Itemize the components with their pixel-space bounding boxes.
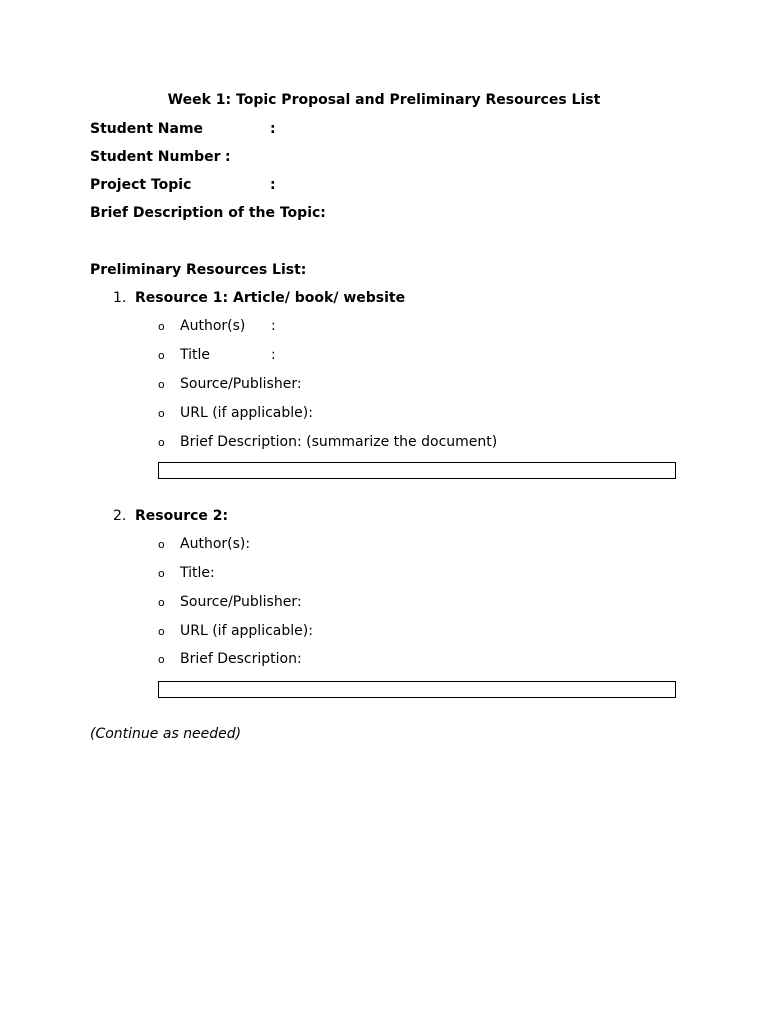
bullet-marker: o xyxy=(158,596,165,609)
bullet-marker: o xyxy=(158,436,165,449)
resource-2-source-label: Source/Publisher: xyxy=(180,594,302,610)
bullet-marker: o xyxy=(158,538,165,551)
resource-2-description-box[interactable] xyxy=(158,681,676,698)
bullet-marker: o xyxy=(158,320,165,333)
bullet-marker: o xyxy=(158,653,165,666)
document-title: Week 1: Topic Proposal and Preliminary Resources List xyxy=(167,92,601,108)
project-topic-label: Project Topic xyxy=(90,177,192,193)
student-number-colon: : xyxy=(225,149,231,165)
topic-description-field xyxy=(90,204,326,222)
resource-1-source-label: Source/Publisher: xyxy=(180,376,302,392)
resource-1-heading xyxy=(113,289,405,307)
resource-1-authors-label: Author(s) xyxy=(180,318,246,334)
student-name-field xyxy=(90,120,276,138)
resource-2-heading xyxy=(113,507,228,525)
student-number-field xyxy=(90,148,231,166)
topic-description-label: Brief Description of the Topic: xyxy=(90,205,326,221)
resource-1-title-colon: : xyxy=(271,347,276,363)
bullet-marker: o xyxy=(158,407,165,420)
resource-2-title-label: Title: xyxy=(180,565,215,581)
student-name-colon: : xyxy=(270,121,276,137)
resource-1-title-label: Title xyxy=(180,347,211,363)
resource-1-description-label: Brief Description: (summarize the document) xyxy=(180,434,498,450)
resource-2-authors-label: Author(s): xyxy=(180,536,251,552)
resource-1-url-label: URL (if applicable): xyxy=(180,405,313,421)
resource-1-number: 1. xyxy=(113,290,127,306)
resource-2-label: Resource 2: xyxy=(135,508,229,524)
student-number-label: Student Number xyxy=(90,149,221,165)
resources-list-heading: Preliminary Resources List: xyxy=(90,262,307,278)
bullet-marker: o xyxy=(158,625,165,638)
bullet-marker: o xyxy=(158,567,165,580)
project-topic-field xyxy=(90,176,276,194)
resource-2-url-label: URL (if applicable): xyxy=(180,623,313,639)
resource-1-label: Resource 1: Article/ book/ website xyxy=(135,290,406,306)
resource-1-authors-colon: : xyxy=(271,318,276,334)
resource-2-number: 2. xyxy=(113,508,127,524)
project-topic-colon: : xyxy=(270,177,276,193)
continue-note: (Continue as needed) xyxy=(90,726,242,742)
resource-2-description-label: Brief Description: xyxy=(180,651,302,667)
bullet-marker: o xyxy=(158,349,165,362)
student-name-label: Student Name xyxy=(90,121,204,137)
resource-1-description-box[interactable] xyxy=(158,462,676,479)
bullet-marker: o xyxy=(158,378,165,391)
